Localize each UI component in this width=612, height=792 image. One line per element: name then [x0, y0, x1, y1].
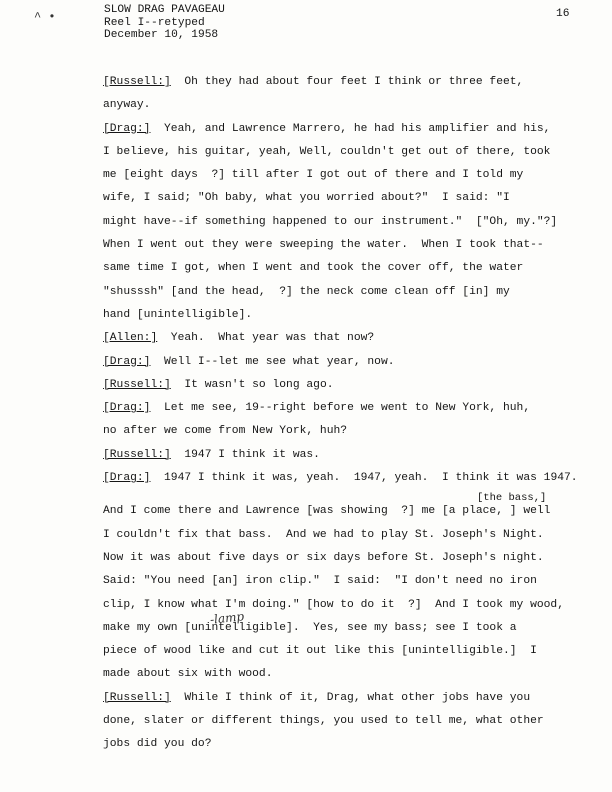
transcript-line	[103, 75, 608, 98]
transcript-line	[103, 691, 608, 714]
line-text: done, slater or different things, you used to tell me, what other	[103, 715, 544, 728]
speaker-label: [Russell:]	[103, 378, 171, 391]
line-text: Yeah. What year was that now?	[157, 332, 375, 345]
line-text: 1947 I think it was, yeah. 1947, yeah. I think it was 1947.	[150, 472, 578, 485]
line-text: wife, I said; "Oh baby, what you worried about?" I said: "I	[103, 192, 510, 205]
transcript-line	[103, 504, 608, 527]
speaker-label: [Drag:]	[103, 355, 151, 368]
transcript-line	[103, 424, 608, 447]
transcript-line	[103, 598, 608, 621]
line-text: me [eight days ?] till after I got out of there and I told my	[103, 169, 524, 182]
document-header	[104, 4, 225, 42]
line-text: And I come there and Lawrence [was showing ?] me [a place, ] well	[103, 505, 551, 518]
line-text: 1947 I think it was.	[170, 448, 320, 461]
header-date: December 10, 1958	[104, 29, 219, 41]
transcript-body	[103, 75, 608, 761]
transcript-line	[103, 355, 608, 378]
transcript-line	[103, 401, 608, 424]
line-text: I believe, his guitar, yeah, Well, couldn't get out of there, took	[103, 145, 551, 158]
line-text: make my own [unintelligible]. Yes, see my bass; see I took a	[103, 621, 517, 634]
transcript-line	[103, 714, 608, 737]
transcript-line	[103, 168, 608, 191]
corner-mark: ^ •	[34, 10, 56, 24]
transcript-line	[103, 308, 608, 331]
transcript-line	[103, 551, 608, 574]
line-text: When I went out they were sweeping the water. When I took that--	[103, 239, 544, 252]
page-number: 16	[556, 8, 570, 20]
line-text: anyway.	[103, 99, 151, 112]
transcript-line	[103, 145, 608, 168]
transcript-line	[103, 98, 608, 121]
transcript-line	[103, 378, 608, 401]
transcript-line	[103, 737, 608, 760]
speaker-label: [Russell:]	[103, 448, 171, 461]
line-text: piece of wood like and cut it out like this [unintelligible.] I	[103, 645, 537, 658]
header-reel: Reel I--retyped	[104, 16, 205, 29]
line-text: Well I--let me see what year, now.	[150, 355, 395, 368]
transcript-line	[103, 448, 608, 471]
line-text: While I think of it, Drag, what other jobs have you	[170, 691, 531, 704]
transcript-line	[103, 644, 608, 667]
line-text: might have--if something happened to our instrument." ["Oh, my."?]	[103, 215, 558, 228]
transcript-line	[103, 215, 608, 238]
line-text: clip, I know what I'm doing." [how to do it ?] And I took my wood,	[103, 598, 564, 611]
transcript-line	[103, 471, 608, 494]
transcript-line	[103, 261, 608, 284]
line-text: made about six with wood.	[103, 668, 273, 681]
line-text: no after we come from New York, huh?	[103, 425, 348, 438]
transcript-line	[103, 331, 608, 354]
transcript-line	[103, 191, 608, 214]
line-text: Now it was about five days or six days before St. Joseph's night.	[103, 551, 544, 564]
speaker-label: [Russell:]	[103, 691, 171, 704]
transcript-line	[103, 528, 608, 551]
line-text: Let me see, 19--right before we went to New York, huh,	[150, 402, 531, 415]
speaker-label: [Allen:]	[103, 332, 158, 345]
header-title: SLOW DRAG PAVAGEAU	[104, 4, 225, 16]
line-text: same time I got, when I went and took the cover off, the water	[103, 262, 524, 275]
line-text: Oh they had about four feet I think or three feet,	[170, 76, 524, 88]
transcript-line	[103, 238, 608, 261]
line-text: "shusssh" [and the head, ?] the neck come clean off [in] my	[103, 285, 510, 298]
line-text: Said: "You need [an] iron clip." I said: "I don't need no iron	[103, 575, 537, 588]
line-text: I couldn't fix that bass. And we had to play St. Joseph's Night.	[103, 528, 544, 541]
speaker-label: [Drag:]	[103, 122, 151, 135]
line-text: It wasn't so long ago.	[170, 378, 334, 391]
speaker-label: [Drag:]	[103, 402, 151, 415]
handwritten-note: -lamp	[209, 609, 245, 627]
line-text: Yeah, and Lawrence Marrero, he had his amplifier and his,	[150, 122, 551, 135]
line-text: jobs did you do?	[103, 738, 212, 751]
transcript-line	[103, 574, 608, 597]
transcript-line	[103, 667, 608, 690]
line-text: hand [unintelligible].	[103, 308, 253, 321]
transcript-line	[103, 621, 608, 644]
speaker-label: [Drag:]	[103, 472, 151, 485]
interlinear-insertion: [the bass,]	[477, 492, 547, 505]
transcript-line	[103, 285, 608, 308]
transcript-line	[103, 122, 608, 145]
speaker-label: [Russell:]	[103, 76, 171, 88]
